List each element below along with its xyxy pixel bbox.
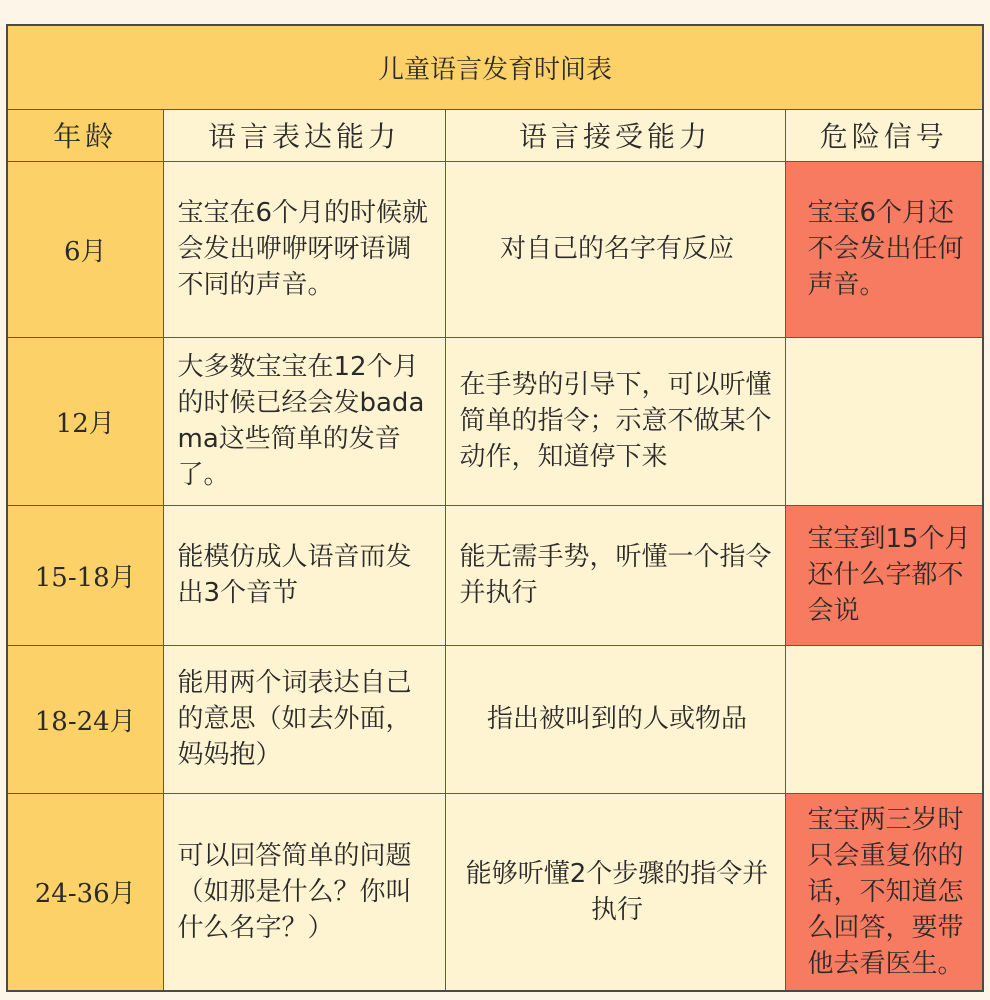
danger-cell	[785, 645, 983, 793]
reception-cell: 能无需手势，听懂一个指令并执行	[445, 505, 785, 645]
header-danger: 危险信号	[785, 109, 983, 161]
expression-cell: 能模仿成人语音而发出3个音节	[163, 505, 445, 645]
age-cell: 12月	[7, 337, 163, 505]
expression-cell: 大多数宝宝在12个月的时候已经会发badama这些简单的发音了。	[163, 337, 445, 505]
header-age: 年龄	[7, 109, 163, 161]
danger-cell: 宝宝两三岁时只会重复你的话，不知道怎么回答，要带他去看医生。	[785, 793, 983, 991]
reception-cell: 指出被叫到的人或物品	[445, 645, 785, 793]
expression-cell: 能用两个词表达自己的意思（如去外面，妈妈抱）	[163, 645, 445, 793]
age-cell: 18-24月	[7, 645, 163, 793]
reception-cell: 能够听懂2个步骤的指令并执行	[445, 793, 785, 991]
table-title: 儿童语言发育时间表	[7, 25, 983, 109]
age-cell: 24-36月	[7, 793, 163, 991]
expression-cell: 宝宝在6个月的时候就会发出咿咿呀呀语调不同的声音。	[163, 161, 445, 337]
table-row	[7, 161, 983, 337]
expression-cell: 可以回答简单的问题（如那是什么？你叫什么名字？）	[163, 793, 445, 991]
age-cell: 15-18月	[7, 505, 163, 645]
danger-cell: 宝宝到15个月还什么字都不会说	[785, 505, 983, 645]
header-reception: 语言接受能力	[445, 109, 785, 161]
table-row	[7, 505, 983, 645]
table-row	[7, 645, 983, 793]
age-cell: 6月	[7, 161, 163, 337]
table-row	[7, 793, 983, 991]
danger-cell	[785, 337, 983, 505]
reception-cell: 对自己的名字有反应	[445, 161, 785, 337]
table-row	[7, 337, 983, 505]
danger-cell: 宝宝6个月还不会发出任何声音。	[785, 161, 983, 337]
header-expression: 语言表达能力	[163, 109, 445, 161]
development-table	[6, 24, 984, 992]
reception-cell: 在手势的引导下，可以听懂简单的指令；示意不做某个动作，知道停下来	[445, 337, 785, 505]
